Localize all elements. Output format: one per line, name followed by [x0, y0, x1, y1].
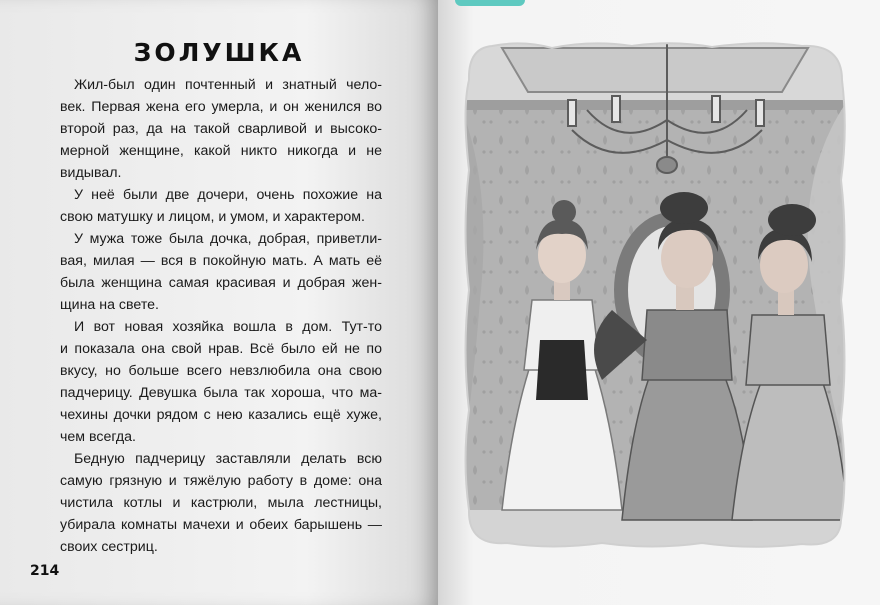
text-line: век. Первая жена его умерла, и он женился во	[60, 99, 382, 115]
story-title: ЗОЛУШКА	[133, 38, 305, 67]
page-number: 214	[30, 563, 60, 579]
text-line: У неё были две дочери, очень похожие на	[74, 187, 382, 203]
text-line: и показала она свой нрав. Всё было ей не по	[60, 341, 382, 357]
text-line: У мужа тоже была дочка, добрая, приветли-	[74, 231, 382, 247]
text-line: вая, милая — вся в покойную мать. А мать её	[60, 253, 382, 269]
left-page	[0, 0, 438, 605]
text-line: самую грязную и тяжёлую работу в доме: она	[60, 473, 382, 489]
page-accent-strip	[455, 0, 525, 6]
text-line: И вот новая хозяйка вошла в дом. Тут-то	[74, 319, 382, 335]
text-line: своих сестриц.	[60, 539, 158, 555]
text-line: чехины дочки рядом с нею казались ещё хуже,	[60, 407, 382, 423]
text-line: мерной женщине, какой никто никогда и не	[60, 143, 382, 159]
text-line: убирала комнаты мачехи и обеих барышень —	[60, 517, 382, 533]
text-line: вкусу, но больше всего невзлюбила она свою	[60, 363, 382, 379]
text-line: свою матушку и лицом, и умом, и характером.	[60, 209, 366, 225]
text-line: второй раз, да на такой сварливой и высоко-	[60, 121, 382, 137]
text-line: чистила котлы и кастрюли, мыла лестницы,	[60, 495, 382, 511]
illustration-image	[462, 40, 848, 550]
text-line: чем всегда.	[60, 429, 136, 445]
text-line: Жил-был один почтенный и знатный чело-	[74, 77, 382, 93]
cinderella-illustration	[462, 40, 848, 550]
text-line: щина на свете.	[60, 297, 159, 313]
text-line: видывал.	[60, 165, 122, 181]
text-line: Бедную падчерицу заставляли делать всю	[74, 451, 382, 467]
story-text	[60, 74, 382, 558]
text-line: падчерицу. Девушка была так хороша, что ма-	[60, 385, 382, 401]
text-line: была женщина самая красивая и добрая жен-	[60, 275, 382, 291]
